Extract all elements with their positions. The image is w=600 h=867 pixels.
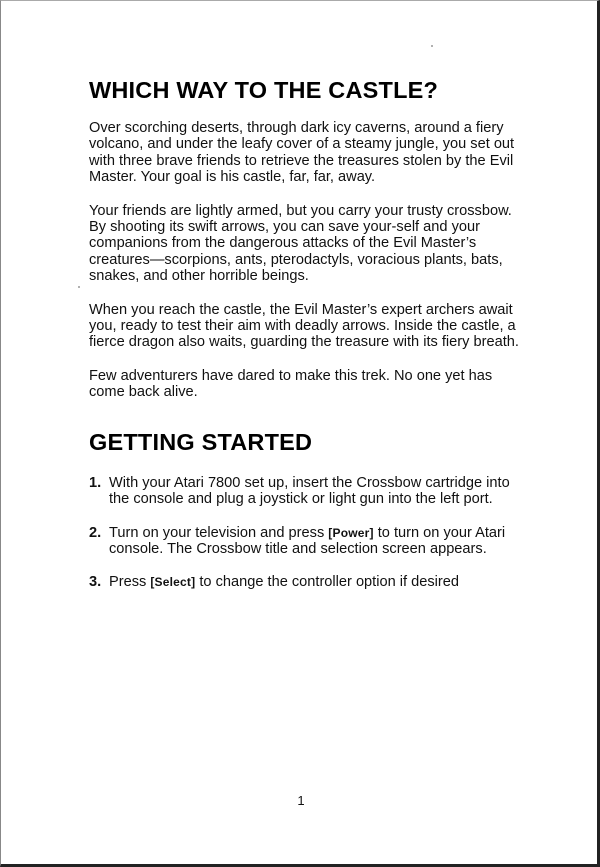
speck [78,286,80,288]
steps-list [89,475,529,591]
page-content [89,75,529,608]
heading-getting-started: GETTING STARTED [89,428,313,455]
paragraph-castle: When you reach the castle, the Evil Master’s expert archers await you, ready to test their aim with deadly arrows. Inside the castle, a fierce dragon also waits, guarding the treasure with its fiery breath. [89,301,519,351]
step-item [89,475,529,508]
step-number: 3. [89,574,102,591]
page-number: 1 [297,793,305,808]
step-text-post: to change the controller option if desired [195,574,459,591]
paragraph-friends: Your friends are lightly armed, but you carry your trusty crossbow. By shooting its swift arrows, you can save your-self and your companions from the dangerous attacks of the Evil Master’s creatures—scorpions, ants, pterodactyls, voracious plants, bats, snakes, and other horrible beings. [89,202,512,285]
heading-castle: WHICH WAY TO THE CASTLE? [89,77,439,103]
step-item [89,574,529,590]
step-item [89,525,529,558]
select-key-label: [Select] [150,575,196,590]
step-text-post: to turn on your Atari console. The Crossbow title and selection screen appears. [109,524,506,557]
speck [431,45,433,47]
step-number: 2. [89,524,102,541]
step-text-pre: Turn on your television and press [109,524,329,541]
step-text-pre: Press [109,574,151,591]
power-key-label: [Power] [328,525,374,540]
step-number: 1. [89,474,102,491]
step-text: With your Atari 7800 set up, insert the Crossbow cartridge into the console and plug a joystick or light gun into the left port. [109,474,510,508]
paragraph-intro: Over scorching deserts, through dark icy caverns, around a fiery volcano, and under the leafy cover of a steamy jungle, you set out with three brave friends to retrieve the treasures stolen by the Evil Master. Your goal is his castle, far, far, away. [89,120,515,186]
paragraph-warning: Few adventurers have dared to make this trek. No one yet has come back alive. [89,367,493,401]
